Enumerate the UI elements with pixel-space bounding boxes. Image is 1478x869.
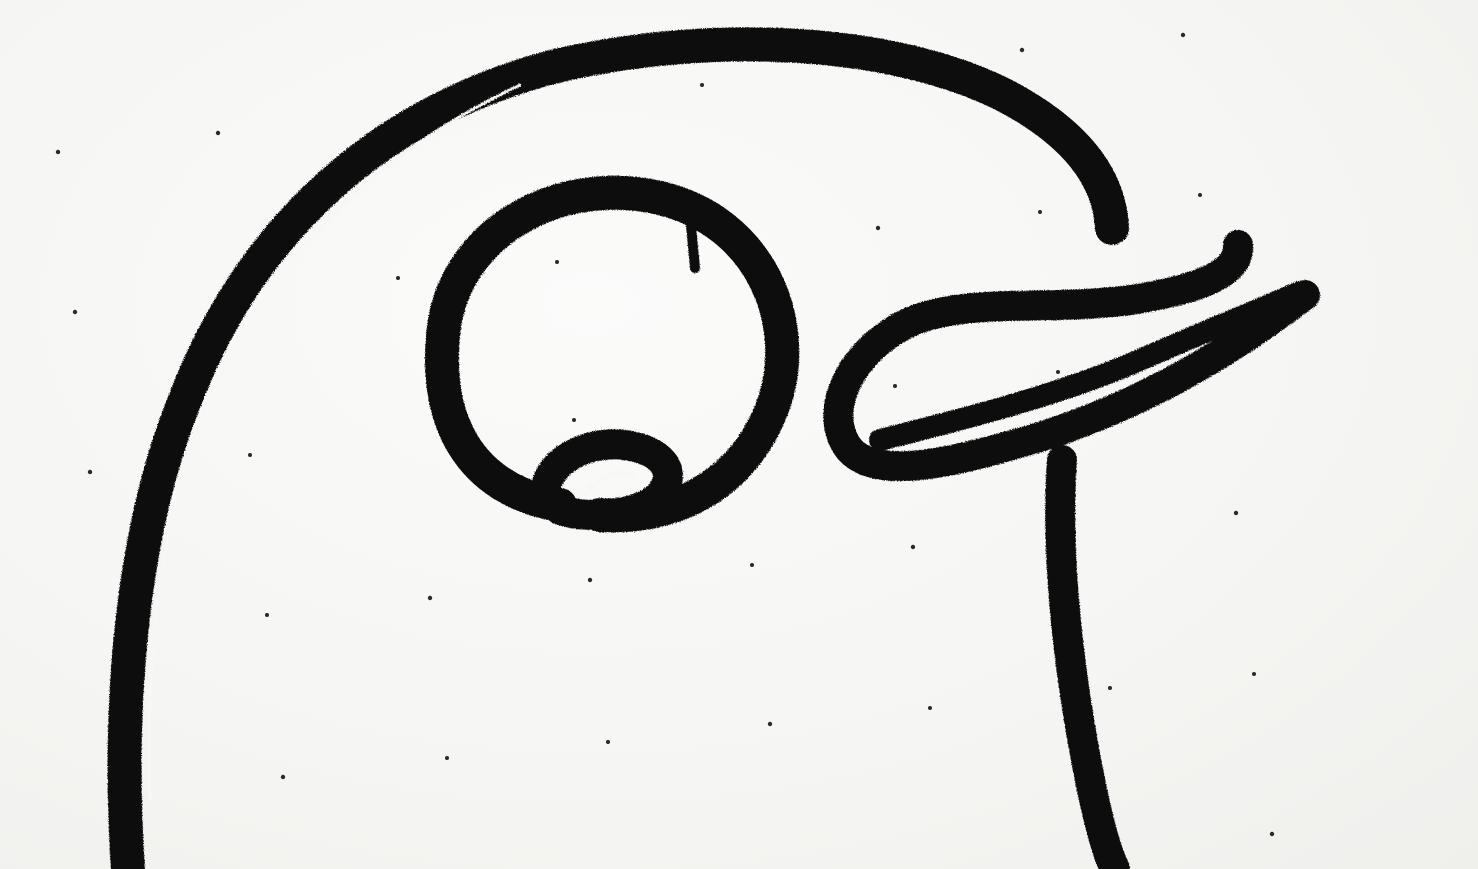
eye-top-tick xyxy=(690,215,695,268)
eye-pupil-highlight xyxy=(585,473,632,495)
eye-ring-stroke xyxy=(442,193,782,516)
neck-stroke xyxy=(1060,460,1115,869)
eye-pupil-stroke xyxy=(545,444,668,515)
